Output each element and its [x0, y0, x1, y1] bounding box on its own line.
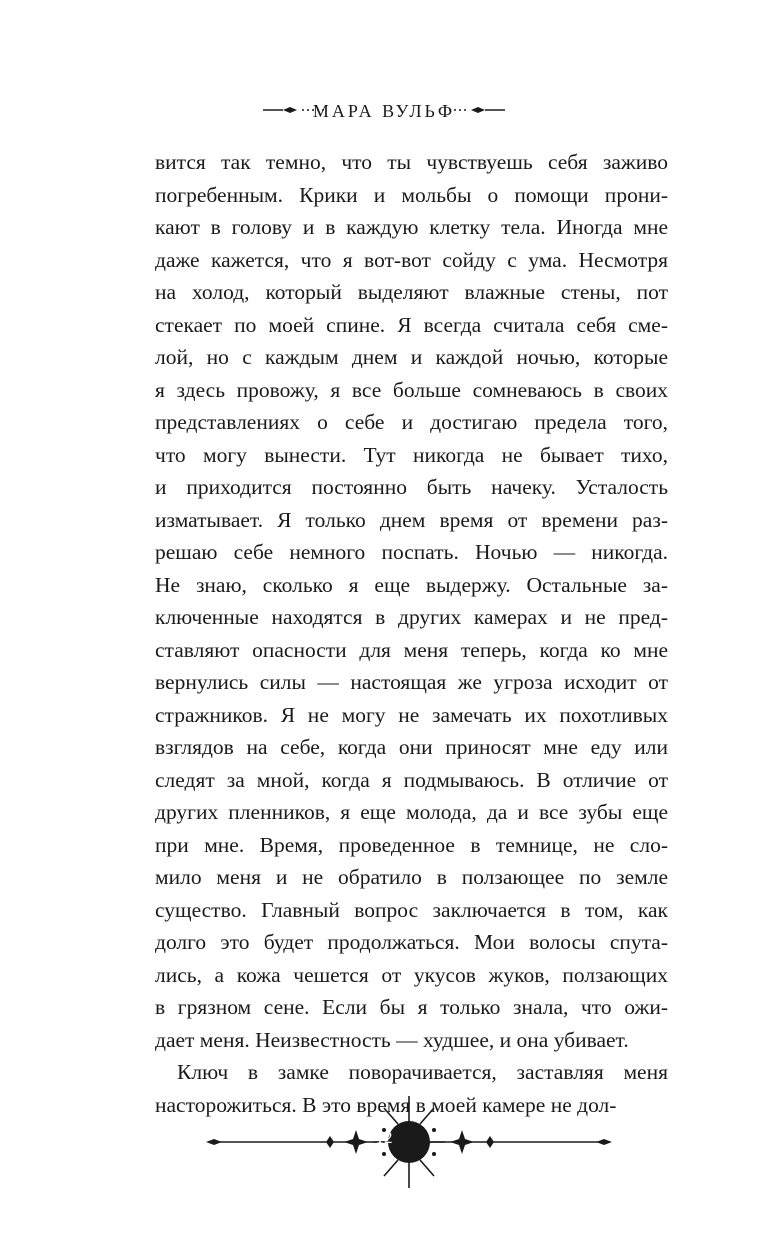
text-line: Не знаю, сколько я еще выдержу. Остальные за-	[155, 572, 668, 597]
text-line: при мне. Время, проведенное в темнице, не сло-	[155, 832, 668, 857]
text-line: вернулись силы — настоящая же угроза исходит от	[155, 670, 668, 694]
text-line: изматывает. Я только днем время от времени раз-	[155, 507, 668, 532]
text-line: на холод, который выделяют влажные стены, пот	[155, 280, 668, 304]
text-line: и приходится постоянно быть начеку. Усталость	[155, 475, 668, 499]
text-line: ключенные находятся в других камерах и не пред-	[155, 605, 668, 629]
text-line: решаю себе немного поспать. Ночью — никогда.	[155, 540, 668, 564]
text-line: следят за мной, когда я подмываюсь. В отличие от	[155, 767, 668, 792]
text-line: лой, но с каждым днем и каждой ночью, которые	[155, 345, 668, 369]
text-line: взглядов на себе, когда они приносят мне еду или	[155, 735, 668, 759]
text-line: кают в голову и в каждую клетку тела. Иногда мне	[155, 215, 668, 239]
text-line: других пленников, я еще молода, да и все зубы еще	[155, 800, 668, 824]
running-header	[0, 96, 768, 126]
text-line: вится так темно, что ты чувствуешь себя заживо	[155, 150, 668, 174]
text-line: существо. Главный вопрос заключается в том, как	[155, 897, 668, 922]
author-name: МАРА ВУЛЬФ	[312, 101, 456, 121]
text-line: дает меня. Неизвестность — худшее, и она убивает.	[155, 1027, 629, 1052]
text-line: что могу вынести. Тут никогда не бывает тихо,	[155, 442, 668, 467]
text-line: лись, а кожа чешется от укусов жуков, ползающих	[155, 962, 668, 987]
text-line: стражников. Я не могу не замечать их похотливых	[155, 702, 668, 727]
text-line: в грязном сене. Если бы я только знала, что ожи-	[155, 995, 668, 1019]
page-number: 12	[375, 1128, 393, 1147]
text-line: насторожиться. В это время в моей камере не дол-	[155, 1092, 617, 1117]
text-line: погребенным. Крики и мольбы о помощи прони-	[155, 182, 668, 207]
text-line: ставляют опасности для меня теперь, когда ко мне	[155, 637, 668, 662]
text-line: я здесь провожу, я все больше сомневаюсь в своих	[155, 377, 668, 402]
text-line: мило меня и не обратило в ползающее по земле	[155, 865, 668, 889]
paragraph	[155, 146, 668, 1056]
page-footer	[0, 1094, 768, 1194]
text-line: даже кажется, что я вот-вот сойду с ума. Несмотря	[155, 247, 668, 272]
text-line: долго это будет продолжаться. Мои волосы спута-	[155, 930, 668, 954]
text-line: стекает по моей спине. Я всегда считала себя сме-	[155, 312, 668, 337]
text-line: представлениях о себе и достигаю предела того,	[155, 410, 668, 434]
page-body	[155, 146, 668, 1121]
text-line: Ключ в замке поворачивается, заставляя меня	[177, 1060, 668, 1084]
